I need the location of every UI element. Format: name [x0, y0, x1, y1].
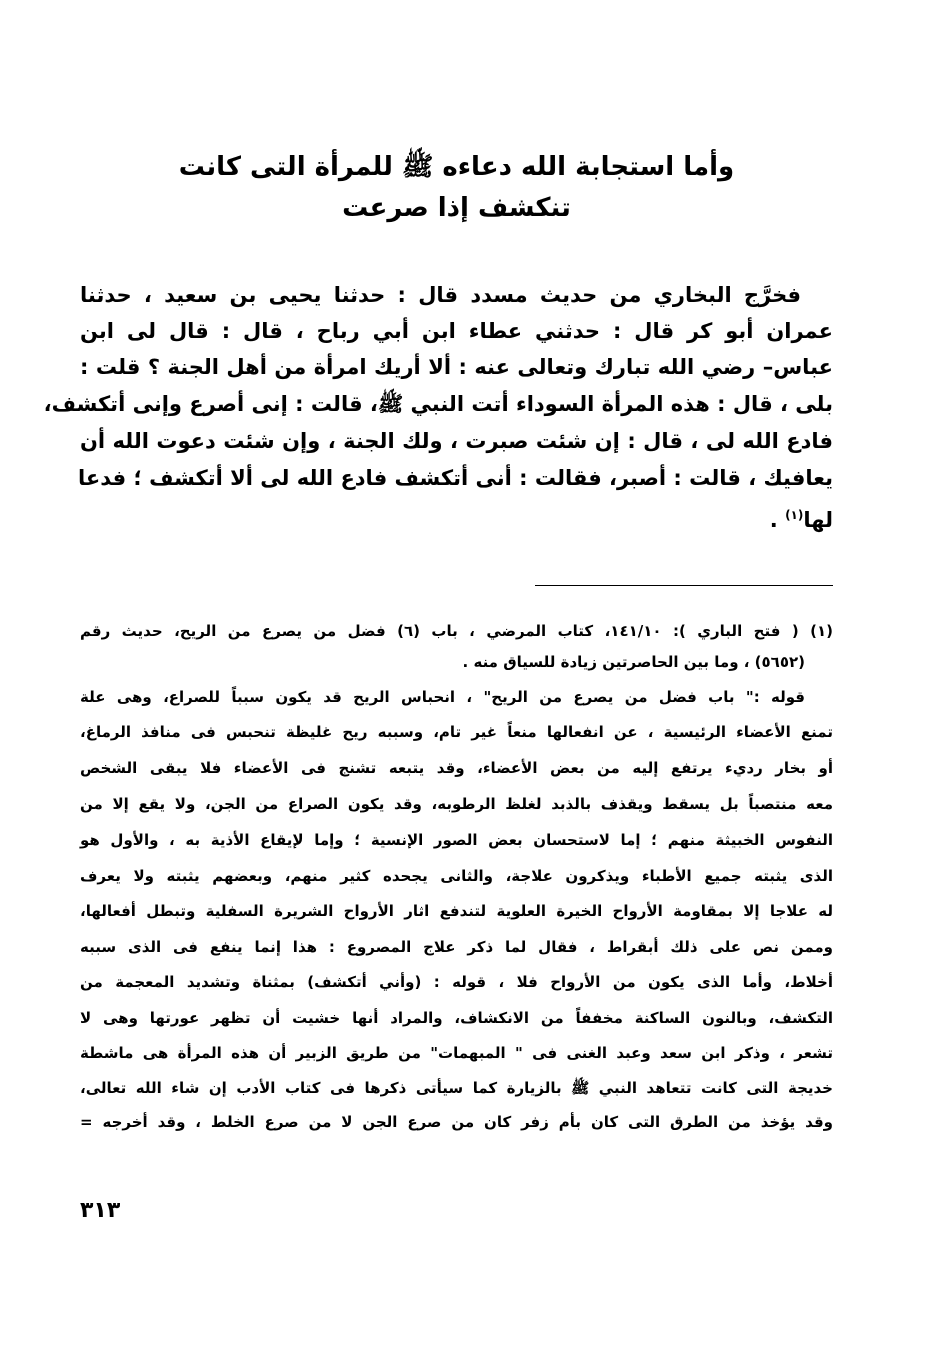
footnote-separator: [535, 585, 833, 586]
footnote-line: التكشف، وبالنون الساكنة مخففاً من الانكشاف، والمراد أنها خشيت أن تظهر عورتها وهى لا: [80, 1009, 833, 1027]
book-page: [43, 0, 834, 1357]
body-line-text: لها: [803, 508, 833, 532]
footnote-line: قوله :" باب فضل من يصرع من الريح" ، انحباس الريح قد يكون سبباً للصراع، وهى علة: [80, 688, 805, 706]
footnote-reference: (١): [785, 508, 804, 522]
footnote-line: الذى يثبته جميع الأطباء ويذكرون علاجة، والثانى يجحده كثير منهم، وبعضهم يثبته ولا يعرف: [80, 867, 833, 885]
footnote-line: تمنع الأعضاء الرئيسية ، عن انفعالها منعاً غير تام، وسببه ريح غليظة تنحبس فى منافذ الرماغ،: [80, 723, 833, 741]
footnote-line: وقد يؤخذ من الطرق التى كان بأم زفر كان من صرع الجن لا من صرع الخلط ، وقد أخرجه =: [80, 1113, 833, 1131]
footnote-line: أو بخار رديء يرتفع إليه من بعض الأعضاء، وقد يتبعه تشنج فى الأعضاء فلا يبقى الشخص: [80, 759, 833, 777]
chapter-title-line-2: تنكشف إذا صرعت: [342, 193, 571, 223]
page-number: ٣١٣: [80, 1198, 121, 1223]
footnote-line: أخلاط، وأما الذى يكون من الأرواح فلا ، قوله : (وأني أتكشف) بمثناة وتشديد المعجمة من: [80, 973, 833, 991]
footnote-line: (١) ( فتح الباري ): ١٤١/١٠، كتاب المرضي ، باب (٦) فضل من يصرع من الريح، حديث رقم: [80, 622, 834, 640]
footnote-line: وممن نص على ذلك أبقراط ، فقال لما ذكر علاج المصروع : هذا إنما ينفع فى الذى سببه: [80, 938, 833, 956]
chapter-title-line-1: وأما استجابة الله دعاءه ﷺ للمرأة التى كانت: [178, 152, 735, 182]
footnote-line: تشعر ، وذكر ابن سعد وعبد الغنى فى " المبهمات" من طريق الزبير أن هذه المرأة هى ماشطة: [80, 1044, 833, 1062]
footnote-line: النفوس الخبيثة منهم ؛ إما لاستحسان بعض الصور الإنسية ؛ وإما لإيقاع الأذية به ، والأول هو: [80, 831, 833, 849]
body-line-last: [80, 497, 833, 533]
body-line: عمران أبو كر قال : حدثني عطاء ابن أبي رباح ، قال : قال لى ابن: [80, 319, 833, 343]
body-line: فادع الله لى ، قال : إن شئت صبرت ، ولك الجنة ، وإن شئت دعوت الله أن: [80, 429, 833, 453]
footnote-line: له علاجا إلا بمقاومة الأرواح الخيرة العلوية لتندفع اثار الأرواح الشريرة السفلية وتبطل أفعالها،: [80, 902, 833, 920]
body-line: يعافيك ، قالت : أصبر، فقالت : أنى أتكشف فادع الله لى ألا أتكشف ؛ فدعا: [78, 466, 833, 490]
footnote-line: خديجة التى كانت تتعاهد النبي ﷺ بالزيارة كما سيأتى ذكرها فى كتاب الأدب إن شاء الله تعالى،: [80, 1079, 833, 1097]
footnote-line: معه منتصباً بل يسقط ويقذف بالذبد لغلظ الرطوبه، وقد يكون الصراع من الجن، ولا يقع إلا من: [80, 795, 833, 813]
body-line: عباس– رضي الله تبارك وتعالى عنه : ألا أريك امرأة من أهل الجنة ؟ قلت :: [80, 355, 833, 379]
body-line: فخرَّج البخاري من حديث مسدد قال : حدثنا يحيى بن سعيد ، حدثنا: [80, 283, 801, 307]
body-line: بلى ، قال : هذه المرأة السوداء أتت النبي ﷺ، قالت : إنى أصرع وإنى أتكشف،: [43, 392, 833, 416]
footnote-line: (٥٦٥٢) ، وما بين الحاصرتين زيادة للسياق منه .: [462, 653, 805, 671]
final-period: .: [769, 508, 786, 532]
